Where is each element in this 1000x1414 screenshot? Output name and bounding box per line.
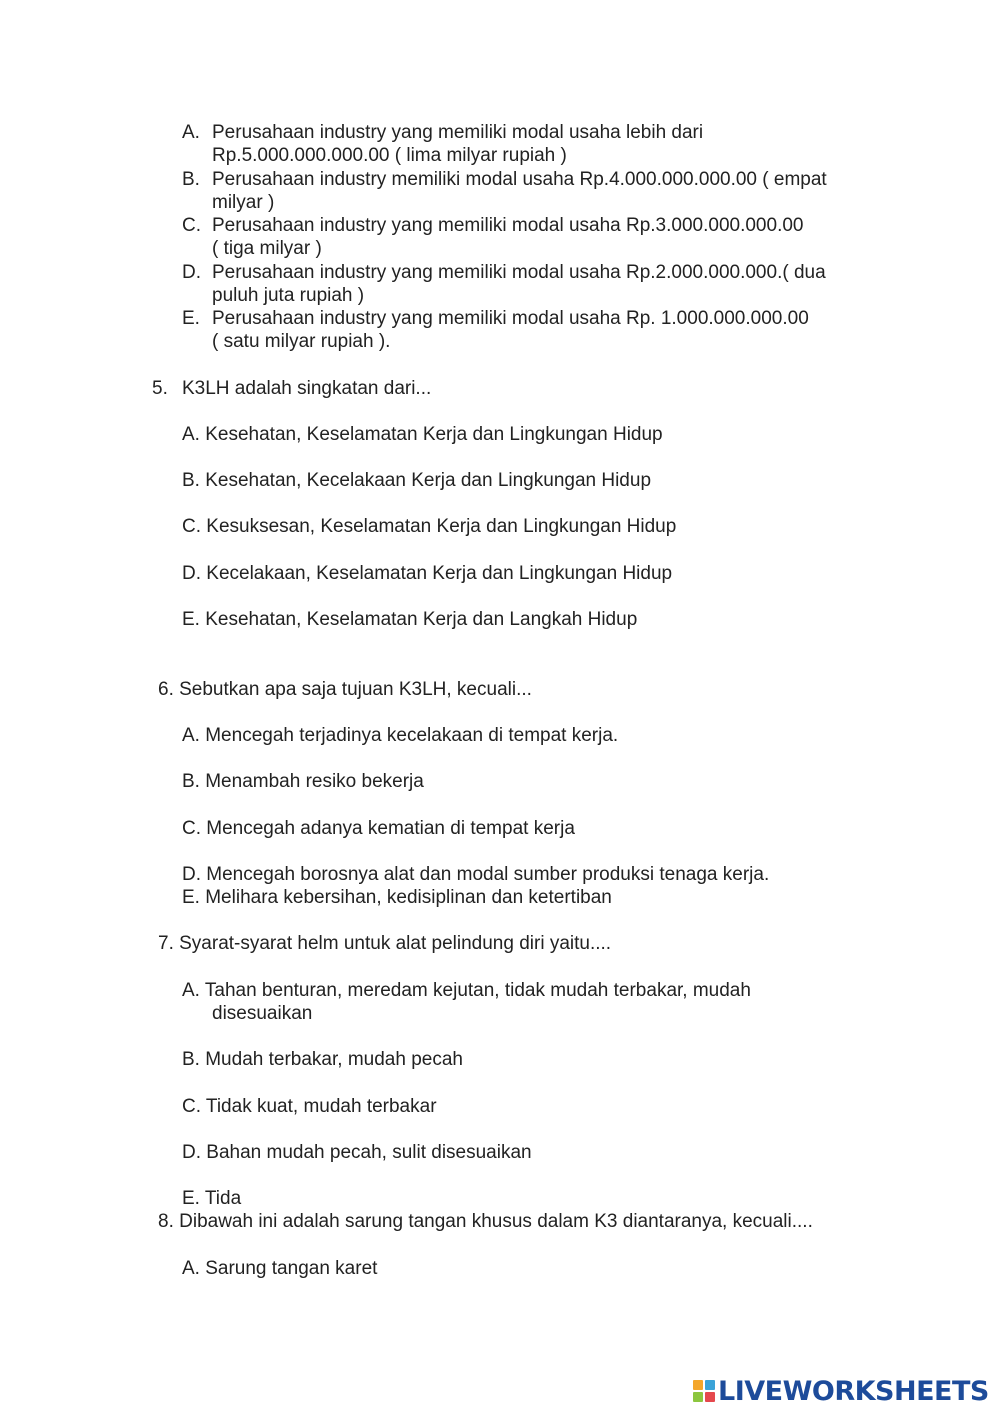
q7-option-c: C. Tidak kuat, mudah terbakar	[182, 1096, 437, 1117]
q4-option-a-text: Perusahaan industry yang memiliki modal usaha lebih dari	[212, 122, 704, 143]
q4-option-b-letter: B.	[182, 169, 200, 190]
q5-question: K3LH adalah singkatan dari...	[182, 378, 432, 399]
q5-option-a: A. Kesehatan, Keselamatan Kerja dan Lingkungan Hidup	[182, 424, 663, 445]
q6-option-b: B. Menambah resiko bekerja	[182, 771, 424, 792]
logo-square	[705, 1392, 715, 1402]
q7-option-b: B. Mudah terbakar, mudah pecah	[182, 1049, 463, 1070]
liveworksheets-logo-icon	[693, 1380, 715, 1402]
q5-option-e: E. Kesehatan, Keselamatan Kerja dan Langkah Hidup	[182, 609, 638, 630]
q8-option-a: A. Sarung tangan karet	[182, 1258, 378, 1279]
q4-option-a-letter: A.	[182, 122, 200, 143]
q7-option-a-cont: disesuaikan	[212, 1003, 313, 1024]
q6-option-c: C. Mencegah adanya kematian di tempat kerja	[182, 818, 575, 839]
liveworksheets-logo-text: LIVEWORKSHEETS	[718, 1375, 989, 1407]
q4-option-b-text: Perusahaan industry memiliki modal usaha Rp.4.000.000.000.00 ( empat	[212, 169, 827, 190]
q6-option-a: A. Mencegah terjadinya kecelakaan di tempat kerja.	[182, 725, 619, 746]
q5-number: 5.	[152, 378, 168, 399]
q4-option-d-text-cont: puluh juta rupiah )	[212, 285, 365, 306]
q4-option-c-letter: C.	[182, 215, 201, 236]
q4-option-c-text-cont: ( tiga milyar )	[212, 238, 322, 259]
q7-question: 7. Syarat-syarat helm untuk alat pelindung diri yaitu....	[158, 933, 612, 954]
q4-option-a-text-cont: Rp.5.000.000.000.00 ( lima milyar rupiah )	[212, 145, 567, 166]
q4-option-e-text: Perusahaan industry yang memiliki modal usaha Rp. 1.000.000.000.00	[212, 308, 809, 329]
q4-option-b-text-cont: milyar )	[212, 192, 275, 213]
q5-option-d: D. Kecelakaan, Keselamatan Kerja dan Lingkungan Hidup	[182, 563, 673, 584]
logo-square	[693, 1392, 703, 1402]
q6-question: 6. Sebutkan apa saja tujuan K3LH, kecuali...	[158, 679, 532, 700]
q4-option-d-letter: D.	[182, 262, 201, 283]
liveworksheets-logo	[693, 1376, 989, 1406]
q8-question: 8. Dibawah ini adalah sarung tangan khusus dalam K3 diantaranya, kecuali....	[158, 1211, 813, 1232]
q6-option-d: D. Mencegah borosnya alat dan modal sumber produksi tenaga kerja.	[182, 864, 770, 885]
q7-option-d: D. Bahan mudah pecah, sulit disesuaikan	[182, 1142, 532, 1163]
q5-option-b: B. Kesehatan, Kecelakaan Kerja dan Lingkungan Hidup	[182, 470, 652, 491]
q5-option-c: C. Kesuksesan, Keselamatan Kerja dan Lingkungan Hidup	[182, 516, 677, 537]
q4-option-d-text: Perusahaan industry yang memiliki modal usaha Rp.2.000.000.000.( dua	[212, 262, 826, 283]
q4-option-e-letter: E.	[182, 308, 200, 329]
q4-option-c-text: Perusahaan industry yang memiliki modal usaha Rp.3.000.000.000.00	[212, 215, 804, 236]
logo-square	[705, 1380, 715, 1390]
q7-option-a: A. Tahan benturan, meredam kejutan, tidak mudah terbakar, mudah	[182, 980, 751, 1001]
q6-option-e: E. Melihara kebersihan, kedisiplinan dan ketertiban	[182, 887, 612, 908]
q7-option-e: E. Tida	[182, 1188, 242, 1209]
q4-option-e-text-cont: ( satu milyar rupiah ).	[212, 331, 391, 352]
logo-square	[693, 1380, 703, 1390]
